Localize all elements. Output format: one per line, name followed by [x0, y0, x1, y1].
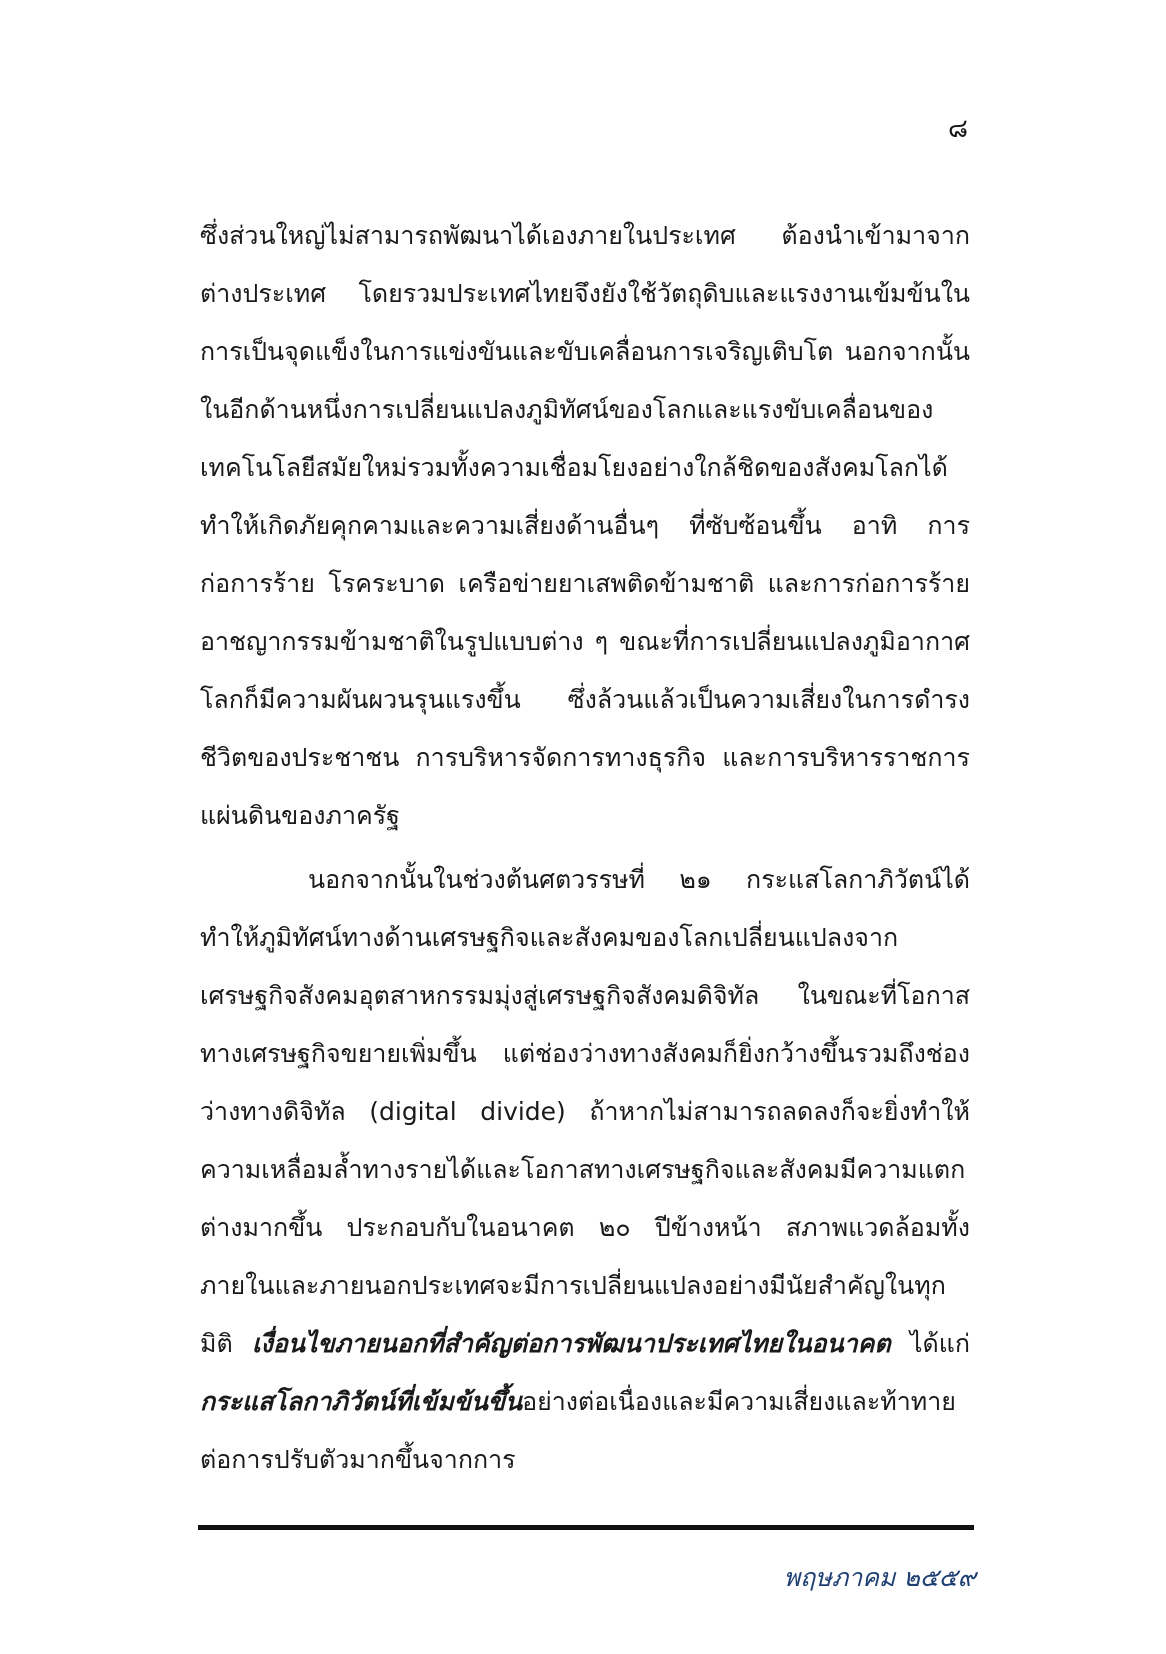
footer-divider	[198, 1525, 974, 1530]
paragraph-1	[200, 207, 970, 845]
paragraph-2-text-c: อย่างต่อเนื่องและมีความเสี่ยงและท้าทายต่อการปรับตัวมากขึ้นจากการ	[200, 1387, 956, 1474]
paragraph-2	[200, 851, 970, 1489]
body-text	[200, 207, 970, 1489]
paragraph-2-emphasis-a: เงื่อนไขภายนอกที่สำคัญต่อการพัฒนาประเทศไทยในอนาคต	[252, 1329, 891, 1358]
footer-date: พฤษภาคม ๒๕๕๙	[783, 1563, 976, 1592]
paragraph-2-text-b: ได้แก่	[890, 1329, 970, 1358]
page-number: ๘	[947, 114, 968, 144]
paragraph-2-text-a: นอกจากนั้นในช่วงต้นศตวรรษที่ ๒๑ กระแสโลกาภิวัตน์ได้ทำให้ภูมิทัศน์ทางด้านเศรษฐกิจและสังคมของโลกเปลี่ยนแปลงจากเศรษฐกิจสังคมอุตสาหกรรมมุ่งสู่เศรษฐกิจสังคมดิจิทัล ในขณะที่โอกาสทางเศรษฐกิจขยายเพิ่มขึ้น แต่ช่องว่างทางสังคมก็ยิ่งกว้างขึ้นรวมถึงช่องว่างทางดิจิทัล (digital divide) ถ้าหากไม่สามารถลดลงก็จะยิ่งทำให้ความเหลื่อมล้ำทางรายได้และโอกาสทางเศรษฐกิจและสังคมมีความแตกต่างมากขึ้น ประกอบกับในอนาคต ๒๐ ปีข้างหน้า สภาพแวดล้อมทั้งภายในและภายนอกประเทศจะมีการเปลี่ยนแปลงอย่างมีนัยสำคัญในทุกมิติ	[200, 865, 970, 1358]
paragraph-1-text: ซึ่งส่วนใหญ่ไม่สามารถพัฒนาได้เองภายในประเทศ ต้องนำเข้ามาจากต่างประเทศ โดยรวมประเทศไทยจึงยังใช้วัตถุดิบและแรงงานเข้มข้นในการเป็นจุดแข็งในการแข่งขันและขับเคลื่อนการเจริญเติบโต นอกจากนั้น ในอีกด้านหนึ่งการเปลี่ยนแปลงภูมิทัศน์ของโลกและแรงขับเคลื่อนของเทคโนโลยีสมัยใหม่รวมทั้งความเชื่อมโยงอย่างใกล้ชิดของสังคมโลกได้ทำให้เกิดภัยคุกคามและความเสี่ยงด้านอื่นๆ ที่ซับซ้อนขึ้น อาทิ การก่อการร้าย โรคระบาด เครือข่ายยาเสพติดข้ามชาติ และการก่อการร้าย อาชญากรรมข้ามชาติในรูปแบบต่าง ๆ ขณะที่การเปลี่ยนแปลงภูมิอากาศโลกก็มีความผันผวนรุนแรงขึ้น ซึ่งล้วนแล้วเป็นความเสี่ยงในการดำรงชีวิตของประชาชน การบริหารจัดการทางธุรกิจ และการบริหารราชการแผ่นดินของภาครัฐ	[200, 221, 970, 830]
paragraph-2-emphasis-b: กระแสโลกาภิวัตน์ที่เข้มข้นขึ้น	[200, 1387, 523, 1416]
